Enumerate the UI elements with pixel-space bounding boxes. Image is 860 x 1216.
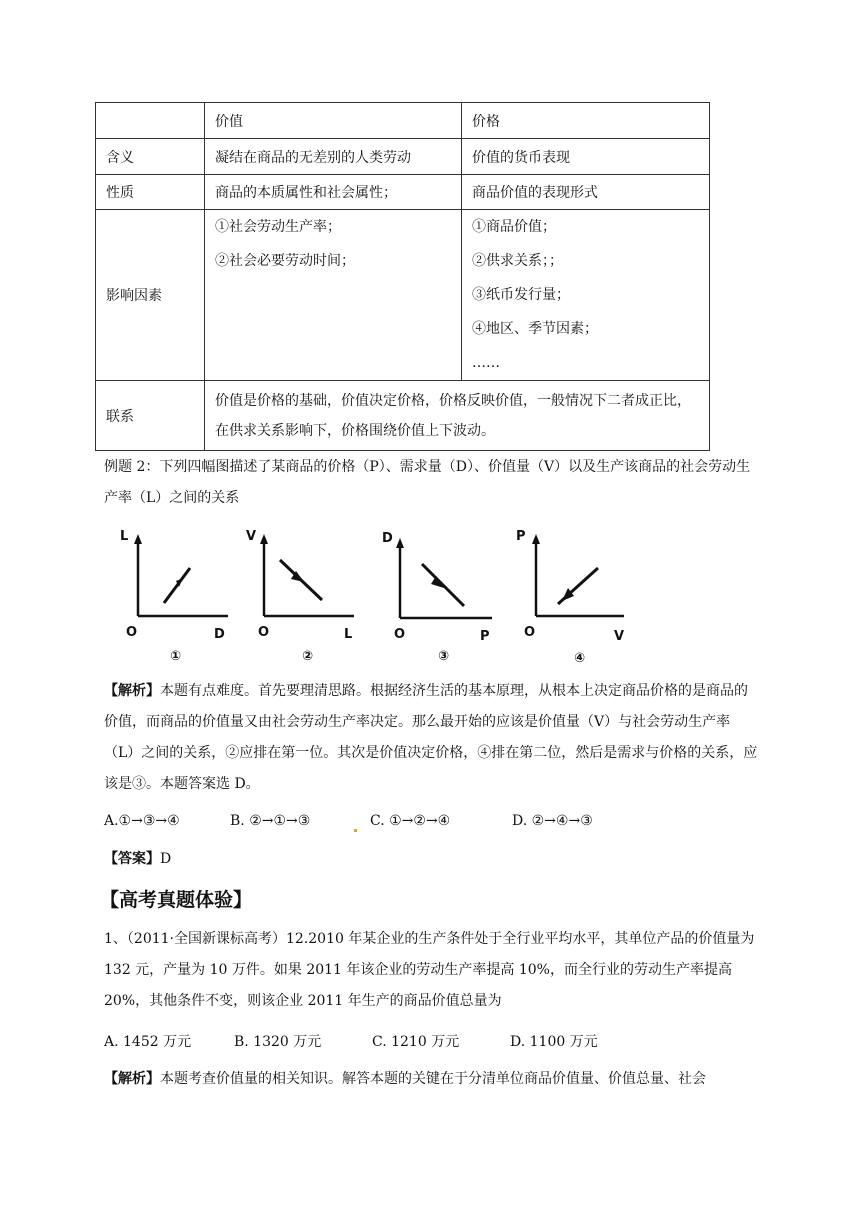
analysis-text: 本题考查价值量的相关知识。解答本题的关键在于分清单位商品价值量、价值总量、社会 [160,1071,706,1087]
y-axis-arrow [134,534,142,544]
table-row [96,139,710,175]
analysis-tag: 【解析】 [104,683,160,699]
value-factors-cell [205,210,462,381]
curve-line [164,568,190,603]
y-axis-label: D [382,531,393,546]
graph-3 [380,528,530,668]
option-d: D. ②→④→③ [512,813,593,829]
table-row-factors [96,210,710,381]
value-factor-item: ②社会必要劳动时间； [215,253,355,269]
y-axis-arrow [532,534,540,544]
factors-label: 影响因素 [96,210,205,381]
table-header-row [96,103,710,139]
option-b: B. 1320 万元 [234,1034,322,1050]
section-title: 【高考真题体验】 [100,889,253,911]
question-1-text: 1、（2011·全国新课标高考）12.2010 年某企业的生产条件处于全行业平均水平，其单位产品的价值量为 132 元，产量为 10 万件。如果 2011 年该企业的劳动生产率提高 10%，而全行业的劳动生产率提高 20%，其他条件不变，则该企业 2011 年生产的商品价值总量为 [104,931,755,1009]
relation-text: 价值是价格的基础，价值决定价格，价格反映价值，一般情况下二者成正比，在供求关系影响下，价格围绕价值上下波动。 [205,381,710,451]
example-2-analysis [104,676,760,800]
question-1-analysis [104,1064,760,1095]
origin-label: O [126,625,138,640]
origin-label: O [258,625,270,640]
x-axis-label: V [614,629,625,644]
y-axis-label: P [516,529,526,544]
graph-number: ② [302,649,314,664]
price-factors-cell [462,210,710,381]
row-value-cell: 商品的本质属性和社会属性； [205,175,462,210]
value-price-comparison-table [95,102,710,451]
price-factor-item: ①商品价值； [472,219,556,235]
x-axis-label: L [344,627,353,642]
example-2-title: 例题 2：下列四幅图描述了某商品的价格（P）、需求量（D）、价值量（V）以及生产该商品的社会劳动生产率（L）之间的关系 [104,459,751,506]
graph-number: ④ [574,651,586,666]
relation-label: 联系 [96,381,205,451]
analysis-tag: 【解析】 [104,1071,160,1087]
y-axis-label: L [120,529,129,544]
row-price-cell: 价值的货币表现 [462,139,710,175]
option-d: D. 1100 万元 [510,1034,598,1050]
curve-line [422,564,464,606]
option-c: C. 1210 万元 [372,1034,460,1050]
graph-number: ① [170,649,182,664]
option-a: A.①→③→④ [104,813,180,829]
graph-2 [244,528,394,668]
x-axis-label: D [214,627,225,642]
graph-4 [512,528,662,668]
answer-value: D [160,851,172,867]
answer-tag: 【答案】 [104,851,160,867]
option-a: A. 1452 万元 [104,1034,192,1050]
origin-label: O [394,627,406,642]
table-header-price: 价格 [462,103,710,139]
price-factor-item: …… [472,355,500,371]
x-axis-label: P [480,629,490,644]
table-header-value: 价值 [205,103,462,139]
table-row-relation [96,381,710,451]
graph-3-svg [380,528,530,668]
value-factor-item: ①社会劳动生产率； [215,219,341,235]
origin-label: O [524,625,536,640]
stray-dot [354,829,357,832]
price-factor-item: ②供求关系；； [472,253,563,269]
row-label: 含义 [96,139,205,175]
graph-number: ③ [438,649,450,664]
option-b: B. ②→①→③ [230,813,311,829]
table-header-blank [96,103,205,139]
y-axis-arrow [396,538,404,548]
price-factor-item: ③纸币发行量； [472,287,570,303]
option-c: C. ①→②→④ [370,813,451,829]
price-factor-item: ④地区、季节因素； [472,321,598,337]
row-price-cell: 商品价值的表现形式 [462,175,710,210]
graph-4-svg [512,528,662,668]
table-row [96,175,710,210]
row-value-cell: 凝结在商品的无差别的人类劳动 [205,139,462,175]
graph-2-svg [244,528,394,668]
y-axis-arrow [260,534,268,544]
row-label: 性质 [96,175,205,210]
y-axis-label: V [246,529,257,544]
analysis-text: 本题有点难度。首先要理清思路。根据经济生活的基本原理，从根本上决定商品价格的是商品的价值，而商品的价值量又由社会劳动生产率决定。那么最开始的应该是价值量（V）与社会劳动生产率（L）之间的关系，②应排在第一位。其次是价值决定价格，④排在第二位，然后是需求与价格的关系，应该是③。本题答案选 D。 [104,683,758,792]
example-2-answer [104,848,171,868]
